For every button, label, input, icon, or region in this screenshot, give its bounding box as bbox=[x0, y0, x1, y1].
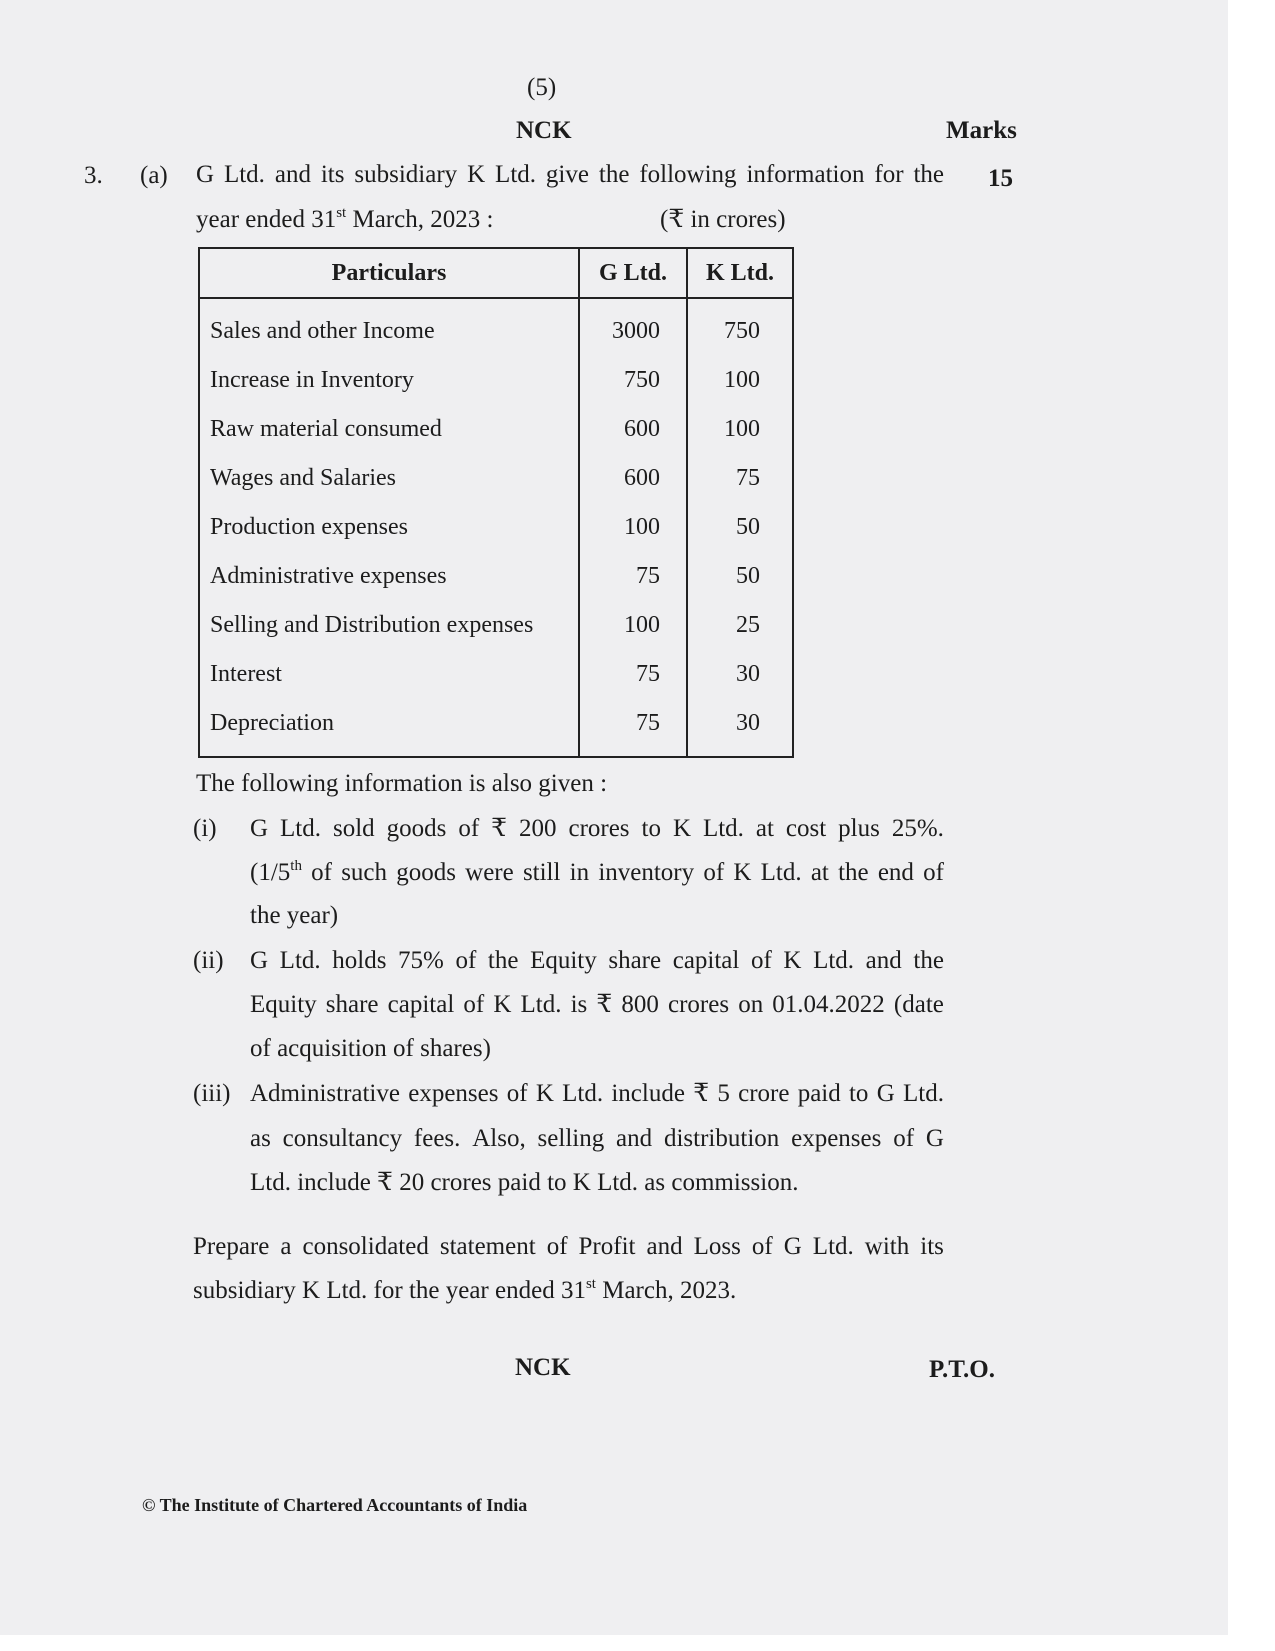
k-ltd-cell: 100 bbox=[687, 356, 793, 405]
k-ltd-cell: 30 bbox=[687, 650, 793, 699]
g-ltd-cell: 600 bbox=[579, 405, 687, 454]
table-header-row bbox=[199, 248, 793, 298]
k-ltd-cell: 75 bbox=[687, 454, 793, 503]
g-ltd-cell: 100 bbox=[579, 503, 687, 552]
item-line: G Ltd. holds 75% of the Equity share capital of K Ltd. and the bbox=[250, 947, 944, 974]
paper-code-header: NCK bbox=[516, 117, 572, 144]
item-line: Administrative expenses of K Ltd. include ₹ 5 crore paid to G Ltd. bbox=[250, 1080, 944, 1107]
marks-heading: Marks bbox=[946, 117, 1017, 144]
table-row bbox=[199, 454, 793, 503]
g-ltd-cell: 100 bbox=[579, 601, 687, 650]
table-row bbox=[199, 405, 793, 454]
table-row bbox=[199, 298, 793, 356]
table-row bbox=[199, 552, 793, 601]
item-label: (i) bbox=[193, 815, 217, 842]
particular-cell: Increase in Inventory bbox=[199, 356, 579, 405]
item-line: the year) bbox=[250, 902, 339, 929]
particular-cell: Depreciation bbox=[199, 699, 579, 757]
question-marks: 15 bbox=[988, 165, 1013, 192]
page-number: (5) bbox=[527, 74, 557, 101]
g-ltd-cell: 75 bbox=[579, 699, 687, 757]
additional-info-heading: The following information is also given : bbox=[196, 770, 608, 797]
particular-cell: Wages and Salaries bbox=[199, 454, 579, 503]
intro-line-2: year ended 31st March, 2023 : bbox=[196, 205, 494, 233]
k-ltd-cell: 30 bbox=[687, 699, 793, 757]
g-ltd-cell: 75 bbox=[579, 650, 687, 699]
particular-cell: Production expenses bbox=[199, 503, 579, 552]
k-ltd-cell: 100 bbox=[687, 405, 793, 454]
header-k-ltd: K Ltd. bbox=[687, 248, 793, 298]
unit-note: (₹ in crores) bbox=[660, 206, 786, 233]
g-ltd-cell: 75 bbox=[579, 552, 687, 601]
header-g-ltd: G Ltd. bbox=[579, 248, 687, 298]
table-row bbox=[199, 356, 793, 405]
item-line: as consultancy fees. Also, selling and distribution expenses of G bbox=[250, 1125, 944, 1152]
item-label: (iii) bbox=[193, 1080, 231, 1107]
item-label: (ii) bbox=[193, 947, 224, 974]
question-number: 3. bbox=[84, 162, 103, 189]
table-row bbox=[199, 650, 793, 699]
particular-cell: Administrative expenses bbox=[199, 552, 579, 601]
table-row bbox=[199, 699, 793, 757]
k-ltd-cell: 750 bbox=[687, 298, 793, 356]
item-line: Ltd. include ₹ 20 crores paid to K Ltd. as commission. bbox=[250, 1169, 799, 1196]
instruction-line-2: subsidiary K Ltd. for the year ended 31st March, 2023. bbox=[193, 1276, 737, 1304]
particular-cell: Sales and other Income bbox=[199, 298, 579, 356]
question-part: (a) bbox=[140, 162, 168, 189]
item-line: (1/5th of such goods were still in inventory of K Ltd. at the end of bbox=[250, 858, 944, 886]
paper-code-footer: NCK bbox=[515, 1354, 571, 1381]
k-ltd-cell: 50 bbox=[687, 503, 793, 552]
table-row bbox=[199, 503, 793, 552]
item-line: G Ltd. sold goods of ₹ 200 crores to K Ltd. at cost plus 25%. bbox=[250, 815, 944, 842]
header-particulars: Particulars bbox=[199, 248, 579, 298]
item-line: of acquisition of shares) bbox=[250, 1035, 491, 1062]
financial-data-table bbox=[198, 247, 794, 758]
table-row bbox=[199, 601, 793, 650]
item-line: Equity share capital of K Ltd. is ₹ 800 crores on 01.04.2022 (date bbox=[250, 991, 944, 1018]
pto-label: P.T.O. bbox=[929, 1356, 995, 1383]
particular-cell: Raw material consumed bbox=[199, 405, 579, 454]
g-ltd-cell: 600 bbox=[579, 454, 687, 503]
copyright-notice: © The Institute of Chartered Accountants of India bbox=[142, 1495, 528, 1515]
intro-line-1: G Ltd. and its subsidiary K Ltd. give the following information for the bbox=[196, 161, 944, 188]
k-ltd-cell: 25 bbox=[687, 601, 793, 650]
particular-cell: Interest bbox=[199, 650, 579, 699]
k-ltd-cell: 50 bbox=[687, 552, 793, 601]
g-ltd-cell: 3000 bbox=[579, 298, 687, 356]
particular-cell: Selling and Distribution expenses bbox=[199, 601, 579, 650]
g-ltd-cell: 750 bbox=[579, 356, 687, 405]
instruction-line-1: Prepare a consolidated statement of Profit and Loss of G Ltd. with its bbox=[193, 1233, 944, 1260]
